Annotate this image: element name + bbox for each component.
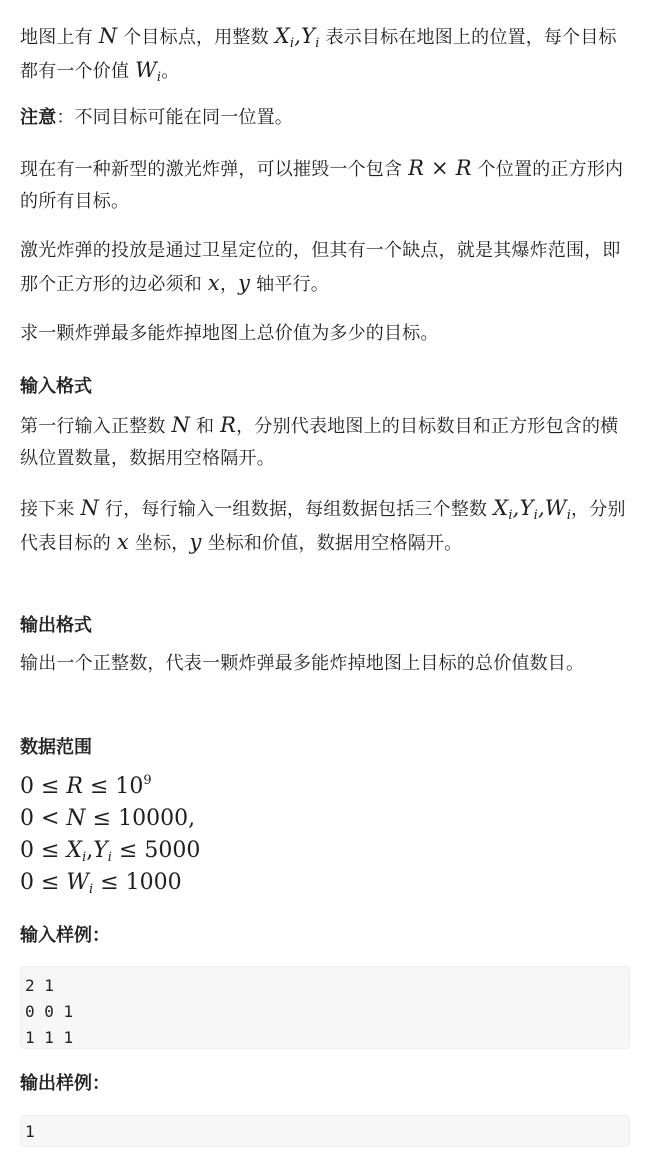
text: ，分别代表地图上的目标数目和正方形包含的横纵位置数量，数据用空格隔开。: [20, 416, 619, 469]
math-comma: ,: [538, 496, 545, 520]
output-format-text: 输出一个正整数，代表一颗炸弹最多能炸掉地图上目标的总价值数目。: [20, 653, 585, 674]
input-format-line1: [20, 409, 628, 475]
math-comma: ,: [512, 496, 520, 520]
text: 个目标点，用整数: [117, 27, 275, 48]
text: ，: [219, 274, 239, 295]
text: 0 ≤: [20, 774, 67, 799]
math-n: N: [80, 496, 100, 520]
subscript-i: i: [508, 508, 513, 523]
text: 0 ≤: [20, 838, 67, 863]
math-wi: [135, 58, 162, 85]
note-text: ：不同目标可能在同一位置。: [56, 107, 294, 128]
subscript-i: i: [89, 882, 94, 897]
math-w: W: [135, 58, 157, 82]
subscript-i: i: [533, 508, 538, 523]
text: ≤ 5000: [111, 838, 201, 863]
text: 坐标和价值，数据用空格隔开。: [201, 533, 463, 554]
text: 激光炸弹的投放是通过卫星定位的，但其有一个缺点，就是其爆炸范围，即那个正方形的边必须和: [20, 240, 621, 295]
range-w: [20, 867, 182, 899]
text: 现在有一种新型的激光炸弹，可以摧毁一个包含: [20, 159, 409, 180]
math-x: x: [116, 530, 129, 554]
subscript-i: i: [107, 850, 112, 865]
output-format-heading: 输出格式: [20, 615, 92, 636]
text: ≤ 1000: [93, 870, 182, 895]
text: 0 <: [20, 806, 67, 831]
subscript-i: i: [289, 36, 295, 51]
math-comma: ,: [86, 838, 94, 863]
math-y: Y: [519, 496, 534, 520]
text: 第一行输入正整数: [20, 416, 172, 437]
text: ≤ 10000,: [85, 806, 196, 831]
math-x: X: [493, 496, 509, 520]
math-n: N: [171, 413, 191, 437]
subscript-i: i: [315, 36, 320, 51]
math-w: W: [66, 870, 90, 895]
text: ≤ 10: [83, 774, 144, 799]
text: 接下来: [20, 499, 81, 520]
bomb-description: [20, 152, 628, 218]
text: 和: [190, 416, 221, 437]
math-comma: ,: [294, 24, 302, 48]
math-r: R: [220, 413, 237, 437]
text: 个位置的正方形内的所有目标。: [20, 159, 624, 212]
subscript-i: i: [156, 70, 162, 85]
superscript: 9: [143, 773, 152, 788]
sample-input-heading: 输入样例：: [20, 925, 110, 946]
text: 坐标，: [128, 533, 190, 554]
math-y: y: [238, 271, 251, 295]
text: 0 ≤: [20, 870, 67, 895]
sample-output-heading: 输出样例：: [20, 1073, 110, 1094]
note-paragraph: [20, 102, 628, 134]
math-x: X: [274, 24, 290, 48]
math-xi-yi: [274, 24, 320, 51]
subscript-i: i: [82, 850, 87, 865]
range-n: [20, 803, 195, 835]
text: 地图上有: [20, 27, 99, 48]
sample-input-code: 2 1 0 0 1 1 1 1: [20, 966, 630, 1049]
intro-paragraph: [20, 20, 628, 88]
math-r: R: [408, 156, 425, 180]
sample-output-code: 1: [20, 1115, 630, 1147]
range-r: [20, 771, 152, 803]
math-xi-yi-wi: [493, 496, 572, 523]
math-y: Y: [301, 24, 316, 48]
math-r: R: [66, 774, 83, 799]
text: ，分别代表目标的: [20, 499, 626, 554]
text: 求一颗炸弹最多能炸掉地图上总价值为多少的目标。: [20, 323, 439, 344]
math-n: N: [98, 24, 118, 48]
math-times: ×: [424, 156, 456, 180]
math-x: x: [207, 271, 220, 295]
math-r: R: [455, 156, 472, 180]
axis-constraint-paragraph: [20, 235, 628, 301]
data-range-heading: 数据范围: [20, 737, 92, 758]
math-x: X: [66, 838, 83, 863]
input-format-heading: 输入格式: [20, 376, 92, 397]
question-paragraph: [20, 318, 628, 350]
text: 行，每行输入一组数据，每组数据包括三个整数: [99, 499, 494, 520]
text: 表示目标在地图上的位置，每个目标都有一个价值: [20, 27, 617, 82]
subscript-i: i: [566, 508, 572, 523]
math-y: y: [189, 530, 202, 554]
math-y: Y: [93, 838, 108, 863]
text: 。: [161, 61, 180, 82]
input-format-line2: [20, 492, 628, 560]
note-label: 注意: [20, 107, 57, 128]
range-xy: [20, 835, 200, 867]
math-w: W: [544, 496, 567, 520]
text: 轴平行。: [250, 274, 329, 295]
math-n: N: [66, 806, 86, 831]
